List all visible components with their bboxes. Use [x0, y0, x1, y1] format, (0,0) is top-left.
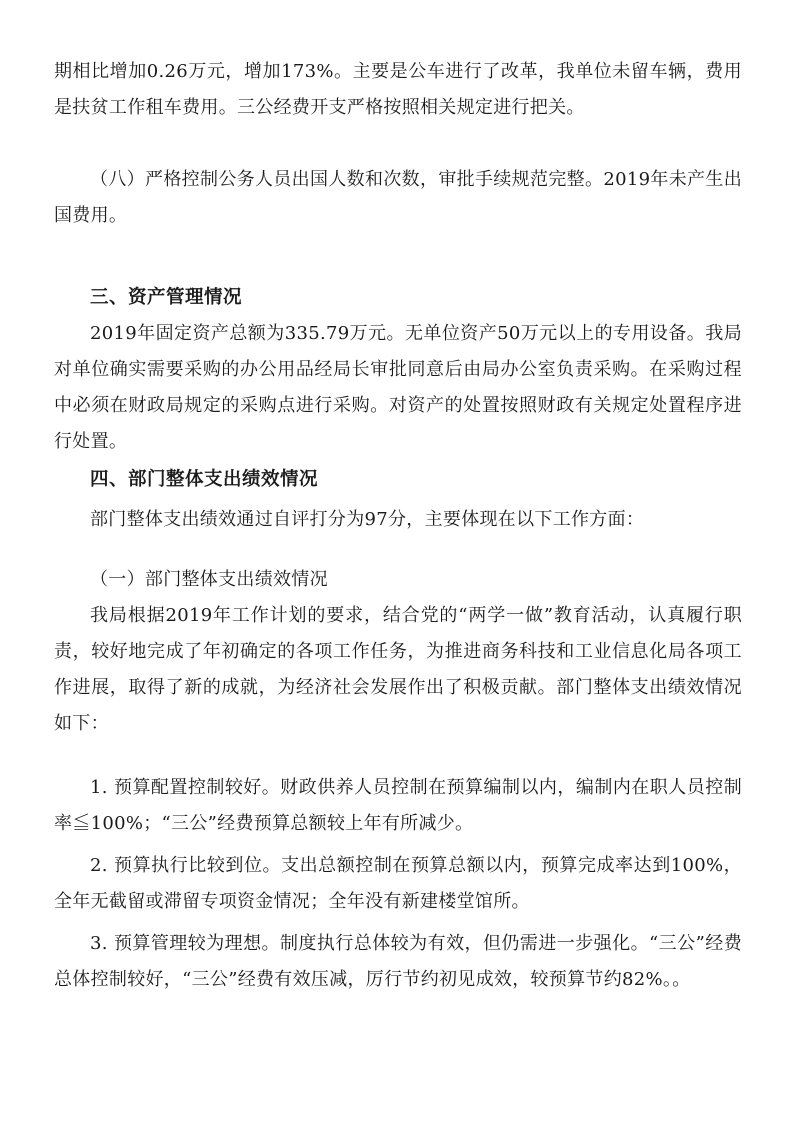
paragraph-self-evaluation-score: 部门整体支出绩效通过自评打分为97分，主要体现在以下工作方面：: [90, 509, 645, 530]
heading-asset-management: 三、资产管理情况: [90, 287, 243, 308]
paragraph-overseas-travel: （八）严格控制公务人员出国人数和次数，审批手续规范完整。2019年未产生出国费用。: [54, 169, 742, 226]
list-item-budget-management: 3. 预算管理较为理想。制度执行总体较为有效，但仍需进一步强化。“三公”经费总体控制较好，“三公”经费有效压减，厉行节约初见成效，较预算节约82%。。: [54, 933, 742, 990]
list-item-budget-allocation: 1. 预算配置控制较好。财政供养人员控制在预算编制以内，编制内在职人员控制率≦100%；“三公”经费预算总额较上年有所减少。: [54, 777, 742, 834]
paragraph-assets: 2019年固定资产总额为335.79万元。无单位资产50万元以上的专用设备。我局对单位确实需要采购的办公用品经局长审批同意后由局办公室负责采购。在采购过程中必须在财政局规定的采购点进行采购。对资产的处置按照财政有关规定处置程序进行处置。: [54, 323, 742, 452]
list-item-budget-execution: 2. 预算执行比较到位。支出总额控制在预算总额以内，预算完成率达到100%，全年无截留或滞留专项资金情况；全年没有新建楼堂馆所。: [54, 855, 742, 912]
heading-department-performance: 四、部门整体支出绩效情况: [90, 469, 319, 490]
paragraph-intro: 我局根据2019年工作计划的要求，结合党的“两学一做”教育活动，认真履行职责，较好地完成了年初确定的各项工作任务，为推进商务科技和工业信息化局各项工作进展，取得了新的成就，为经济社会发展作出了积极贡献。部门整体支出绩效情况如下：: [54, 605, 742, 734]
paragraph-vehicle-costs: 期相比增加0.26万元，增加173%。主要是公车进行了改革，我单位未留车辆，费用是扶贫工作租车费用。三公经费开支严格按照相关规定进行把关。: [54, 61, 742, 118]
sub-heading-performance: （一）部门整体支出绩效情况: [90, 569, 328, 590]
